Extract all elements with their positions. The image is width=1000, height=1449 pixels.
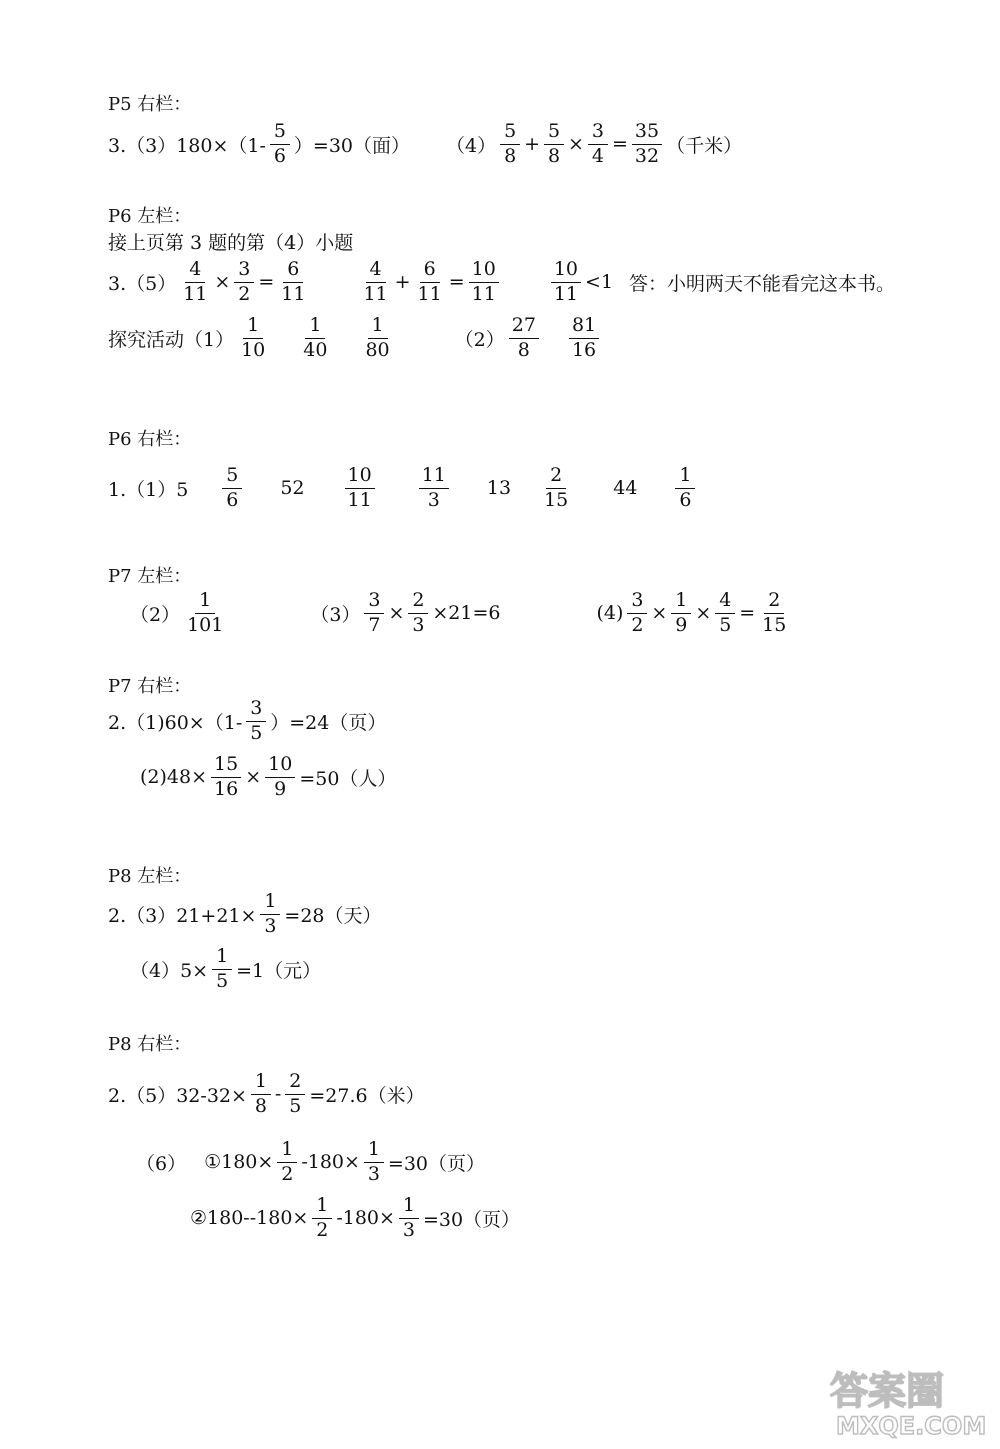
- fraction: $\frac{10}{11}$: [469, 260, 499, 305]
- fraction: 11 3: [419, 466, 449, 511]
- expr-text: =30（页）: [387, 1152, 486, 1175]
- watermark-logo-url: MXQE.COM: [836, 1412, 987, 1440]
- fraction: $\frac{35}{32}$: [632, 122, 662, 167]
- note-continued-question: 接上页第 3 题的第（4）小题: [108, 232, 354, 254]
- value-text: 44: [613, 477, 638, 499]
- section-heading-p6-right: P6 右栏：: [108, 429, 192, 450]
- value-text: 52: [280, 477, 305, 499]
- expr-text: （2）: [454, 328, 505, 351]
- fraction: 10 11: [345, 466, 375, 511]
- fraction: $\frac{15}{16}$: [211, 755, 241, 800]
- fraction: 1 101: [187, 588, 224, 636]
- fraction: 1 6: [675, 466, 695, 511]
- operator: =: [611, 133, 628, 155]
- value-text: 13: [486, 477, 512, 499]
- operator: +: [394, 271, 411, 293]
- answer-line-exploration-activity: [108, 310, 603, 366]
- answer-line-p7-2-2: [140, 749, 396, 805]
- expr-text: ）=24（页）: [270, 711, 387, 734]
- operator: ×: [568, 133, 584, 155]
- answer-line-p8-2-4: [130, 941, 321, 997]
- fraction: 1 80: [365, 313, 390, 361]
- fraction: $\frac{3}{2}$: [234, 260, 254, 305]
- operator: ×: [695, 602, 712, 624]
- expr-text: （3）: [310, 603, 361, 626]
- fraction: $\frac{1}{9}$: [671, 591, 691, 636]
- operator: =: [258, 271, 275, 293]
- fraction: 5 8: [500, 122, 520, 167]
- expr-text: (2)48×: [140, 766, 208, 788]
- fraction: $\frac{3}{2}$: [627, 591, 647, 636]
- expr-text: 3.（3）180×（1-: [108, 134, 266, 157]
- fraction: $\frac{10}{9}$: [265, 755, 295, 800]
- operator: +: [524, 133, 541, 155]
- answer-line-p8-2-3: [108, 886, 382, 942]
- expr-text: 3.（5）: [108, 272, 177, 295]
- section-heading-p7-right: P7 右栏：: [108, 676, 192, 697]
- fraction: 1 40: [303, 313, 328, 361]
- section-heading-p6-left: P6 左栏：: [108, 206, 192, 227]
- fraction: $\frac{6}{11}$: [281, 257, 306, 305]
- fraction: $\frac{3}{7}$: [364, 591, 384, 636]
- answer-line-p6-1-1: [108, 460, 699, 516]
- fraction: $\frac{4}{5}$: [715, 591, 735, 636]
- answer-line-p8-2-6-a: [136, 1134, 485, 1190]
- expr-text: 2.（5）32-32×: [108, 1084, 247, 1107]
- expr-text: =28（天）: [284, 904, 382, 927]
- watermark-logo-text: 答案圈: [830, 1369, 945, 1413]
- fraction: $\frac{1}{2}$: [277, 1140, 297, 1185]
- operator: ×: [214, 271, 231, 293]
- fraction: $\frac{1}{5}$: [212, 947, 232, 992]
- fraction: $\frac{3}{4}$: [588, 122, 608, 167]
- section-heading-p8-right: P8 右栏：: [108, 1034, 192, 1055]
- section-heading-p8-left: P8 左栏：: [108, 866, 192, 887]
- fraction: $\frac{2}{15}$: [762, 588, 787, 636]
- fraction: 27 8: [509, 316, 539, 361]
- fraction: $\frac{1}{8}$: [251, 1072, 271, 1117]
- fraction: 5 6: [222, 466, 242, 511]
- fraction: $\frac{2}{3}$: [408, 591, 428, 636]
- expr-text: ①180×: [204, 1151, 274, 1173]
- operator: =: [448, 271, 465, 293]
- fraction: $\frac{2}{5}$: [285, 1072, 305, 1117]
- answer-line-p8-2-5: [108, 1066, 425, 1122]
- fraction: 2 15: [544, 463, 569, 511]
- expr-text: （4）5×: [130, 959, 209, 982]
- fraction: $\frac{1}{3}$: [364, 1140, 384, 1185]
- expr-text: （6）: [136, 1152, 187, 1175]
- expr-text: =50（人）: [299, 767, 397, 790]
- expr-text: 1.（1）5: [108, 478, 189, 501]
- expr-text: ）=30（面）: [293, 134, 411, 157]
- fraction: 5 6: [270, 122, 290, 167]
- operator: ×: [245, 766, 262, 788]
- comparison-text: <1: [585, 271, 614, 293]
- answer-line-p5-3-3-and-4: [108, 116, 742, 172]
- fraction: $\frac{4}{11}$: [183, 257, 208, 305]
- expr-text: =1（元）: [236, 959, 322, 982]
- fraction: 4 11: [363, 257, 388, 305]
- fraction: $\frac{1}{3}$: [399, 1196, 419, 1241]
- expr-text: -180×: [336, 1207, 395, 1229]
- expr-text: =27.6（米）: [309, 1084, 425, 1107]
- watermark-logo-icon: [822, 1360, 992, 1440]
- answer-sentence: 答：小明两天不能看完这本书。: [629, 272, 896, 295]
- expr-text: 2.（1)60×（1-: [108, 711, 243, 734]
- section-heading-p5-right: P5 右栏：: [108, 94, 192, 115]
- fraction: 10 11: [551, 260, 581, 305]
- unit-text: （千米）: [666, 134, 743, 157]
- expr-text: =30（页）: [422, 1208, 521, 1231]
- operator: ×: [651, 602, 668, 624]
- watermark-logo: [822, 1360, 992, 1440]
- fraction: $\frac{5}{8}$: [544, 122, 564, 167]
- fraction: $\frac{6}{11}$: [417, 257, 442, 305]
- expr-text: 探究活动（1）: [108, 328, 235, 351]
- answer-line-p6-3-5: [108, 254, 895, 310]
- section-heading-p7-left: P7 左栏：: [108, 566, 192, 587]
- expr-text: ×21=6: [432, 602, 501, 624]
- expr-text: (4): [596, 602, 624, 624]
- answer-line-p7-left: [130, 585, 793, 641]
- fraction: 1 10: [241, 313, 266, 361]
- answer-line-p8-2-6-b: [190, 1190, 520, 1246]
- operator: =: [739, 602, 756, 624]
- expr-text: （2）: [130, 603, 181, 626]
- expr-text: （4）: [446, 134, 497, 157]
- fraction: 3 5: [246, 699, 266, 744]
- expr-text: ②180--180×: [190, 1207, 309, 1229]
- fraction: $\frac{1}{2}$: [312, 1196, 332, 1241]
- answer-line-p7-2-1: [108, 693, 386, 749]
- operator: ×: [388, 602, 405, 624]
- expr-text: -180×: [301, 1151, 360, 1173]
- fraction: $\frac{1}{3}$: [260, 892, 280, 937]
- expr-text: 2.（3）21+21×: [108, 904, 257, 927]
- operator: -: [274, 1083, 282, 1105]
- fraction: 81 16: [569, 316, 599, 361]
